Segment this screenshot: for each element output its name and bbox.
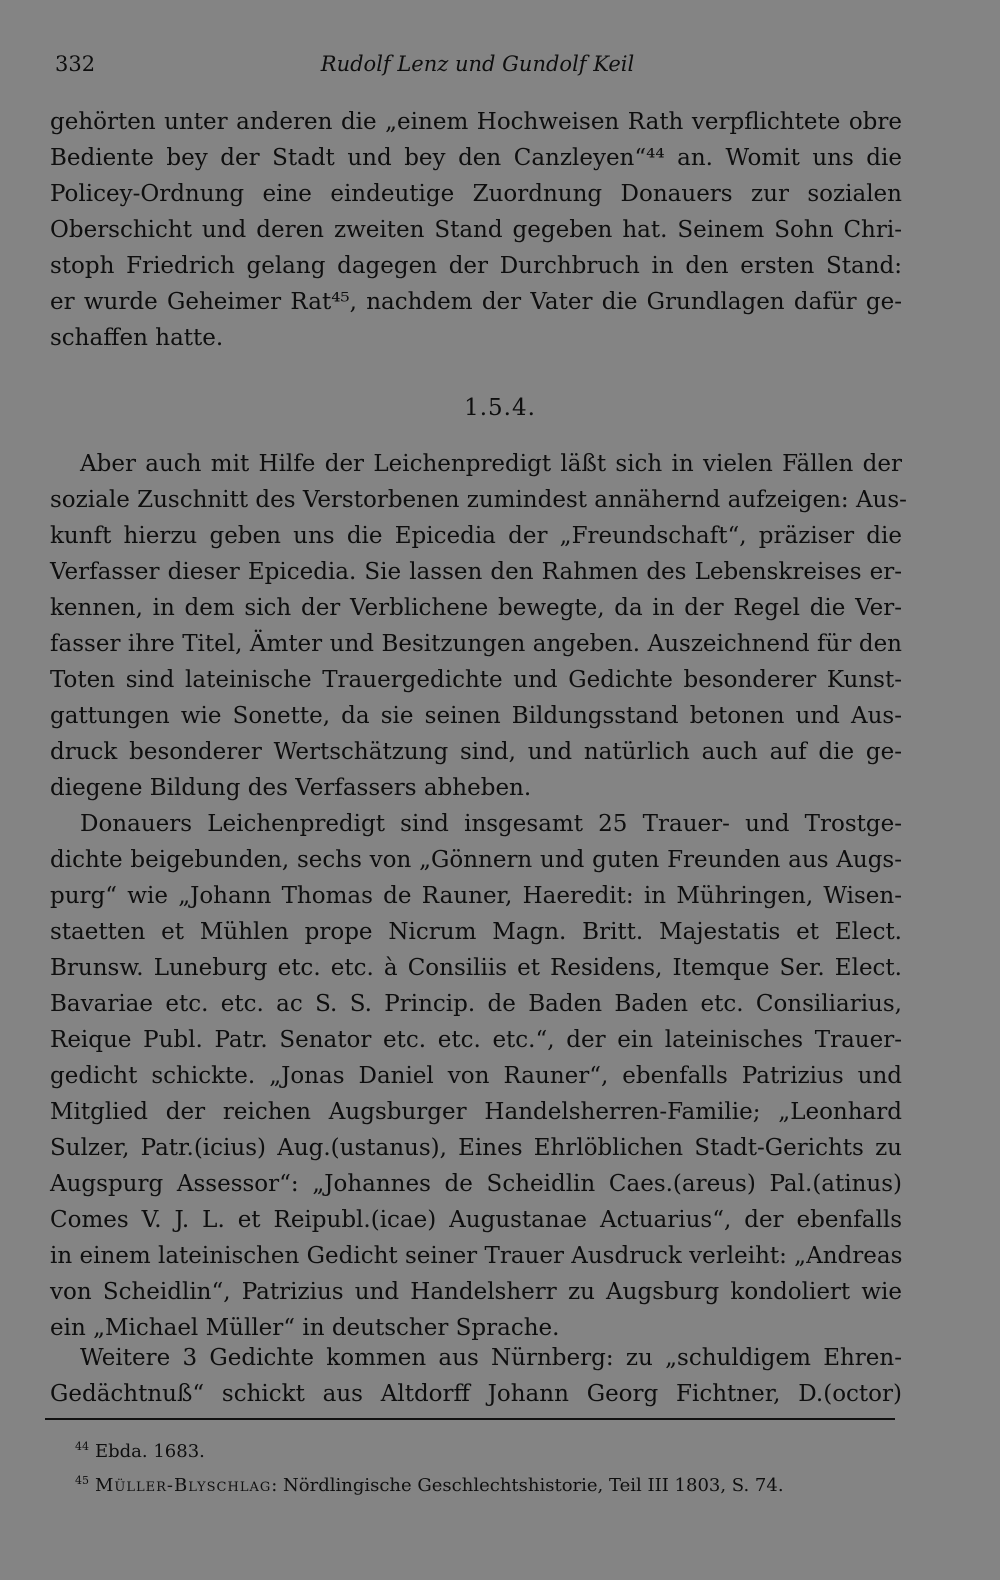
page-header bbox=[55, 52, 900, 82]
text-line: Oberschicht und deren zweiten Stand gegeben hat. Seinem Sohn Chri- bbox=[50, 217, 902, 243]
footnote-number: 44 bbox=[75, 1440, 89, 1453]
text-line: Augspurg Assessor“: „Johannes de Scheidlin Caes.(areus) Pal.(atinus) bbox=[50, 1171, 902, 1197]
text-line: kennen, in dem sich der Verblichene bewegte, da in der Regel die Ver- bbox=[50, 595, 902, 621]
text-line: Gedächtnuß“ schickt aus Altdorff Johann Georg Fichtner, D.(octor) bbox=[50, 1381, 902, 1407]
section-number: 1.5.4. bbox=[464, 395, 536, 421]
text-line: soziale Zuschnitt des Verstorbenen zumindest annähernd aufzeigen: Aus- bbox=[50, 487, 907, 513]
text-line: Policey-Ordnung eine eindeutige Zuordnung Donauers zur sozialen bbox=[50, 181, 902, 207]
text-line: schaffen hatte. bbox=[50, 325, 224, 351]
footnote-divider bbox=[45, 1418, 895, 1420]
footnote-44 bbox=[75, 1432, 895, 1466]
text-line: Reique Publ. Patr. Senator etc. etc. etc.“, der ein lateinisches Trauer- bbox=[50, 1027, 902, 1053]
text-line: gedicht schickte. „Jonas Daniel von Rauner“, ebenfalls Patrizius und bbox=[50, 1063, 902, 1089]
text-line: purg“ wie „Johann Thomas de Rauner, Haeredit: in Mühringen, Wisen- bbox=[50, 883, 902, 909]
text-line: Toten sind lateinische Trauergedichte und Gedichte besonderer Kunst- bbox=[50, 667, 902, 693]
text-line: in einem lateinischen Gedicht seiner Trauer Ausdruck verleiht: „Andreas bbox=[50, 1243, 903, 1269]
text-line: diegene Bildung des Verfassers abheben. bbox=[50, 775, 532, 801]
text-line: Aber auch mit Hilfe der Leichenpredigt läßt sich in vielen Fällen der bbox=[80, 451, 902, 477]
text-line: Mitglied der reichen Augsburger Handelsherren-Familie; „Leonhard bbox=[50, 1099, 902, 1125]
text-line: Comes V. J. L. et Reipubl.(icae) Augustanae Actuarius“, der ebenfalls bbox=[50, 1207, 902, 1233]
text-line: Weitere 3 Gedichte kommen aus Nürnberg: zu „schuldigem Ehren- bbox=[80, 1345, 902, 1371]
text-line: gattungen wie Sonette, da sie seinen Bildungsstand betonen und Aus- bbox=[50, 703, 902, 729]
page-number: 332 bbox=[55, 52, 96, 76]
text-line: Verfasser dieser Epicedia. Sie lassen den Rahmen des Lebenskreises er- bbox=[50, 559, 902, 585]
text-line: Sulzer, Patr.(icius) Aug.(ustanus), Eines Ehrlöblichen Stadt-Gerichts zu bbox=[50, 1135, 902, 1161]
footnote-number: 45 bbox=[75, 1474, 89, 1487]
footnote-text: : Nördlingische Geschlechtshistorie, Teil III 1803, S. 74. bbox=[271, 1475, 784, 1496]
text-line: druck besonderer Wertschätzung sind, und natürlich auch auf die ge- bbox=[50, 739, 902, 765]
paragraph-2 bbox=[50, 446, 907, 806]
text-line: von Scheidlin“, Patrizius und Handelsherr zu Augsburg kondoliert wie bbox=[50, 1279, 902, 1305]
footnote-45 bbox=[75, 1466, 895, 1500]
text-line: ein „Michael Müller“ in deutscher Sprache. bbox=[50, 1315, 560, 1341]
paragraph-1 bbox=[50, 104, 902, 356]
footnote-text: Ebda. 1683. bbox=[95, 1441, 205, 1462]
text-line: fasser ihre Titel, Ämter und Besitzungen angeben. Auszeichnend für den bbox=[50, 631, 902, 657]
footnote-author: Müller-Blyschlag bbox=[95, 1475, 272, 1496]
text-line: staetten et Mühlen prope Nicrum Magn. Britt. Majestatis et Elect. bbox=[50, 919, 902, 945]
text-line: Donauers Leichenpredigt sind insgesamt 25 Trauer- und Trostge- bbox=[80, 811, 902, 837]
text-line: Bavariae etc. etc. ac S. S. Princip. de Baden Baden etc. Consiliarius, bbox=[50, 991, 902, 1017]
paragraph-4 bbox=[50, 1340, 902, 1412]
text-line: stoph Friedrich gelang dagegen der Durchbruch in den ersten Stand: bbox=[50, 253, 902, 279]
text-line: Bediente bey der Stadt und bey den Canzleyen“⁴⁴ an. Womit uns die bbox=[50, 145, 902, 171]
footnotes bbox=[75, 1432, 895, 1500]
text-line: kunft hierzu geben uns die Epicedia der „Freundschaft“, präziser die bbox=[50, 523, 902, 549]
text-line: er wurde Geheimer Rat⁴⁵, nachdem der Vater die Grundlagen dafür ge- bbox=[50, 289, 902, 315]
text-line: Brunsw. Luneburg etc. etc. à Consiliis et Residens, Itemque Ser. Elect. bbox=[50, 955, 902, 981]
text-line: dichte beigebunden, sechs von „Gönnern und guten Freunden aus Augs- bbox=[50, 847, 902, 873]
paragraph-3 bbox=[50, 806, 902, 1346]
text-line: gehörten unter anderen die „einem Hochweisen Rath verpflichtete obre bbox=[50, 109, 902, 135]
running-title: Rudolf Lenz und Gundolf Keil bbox=[320, 52, 635, 76]
